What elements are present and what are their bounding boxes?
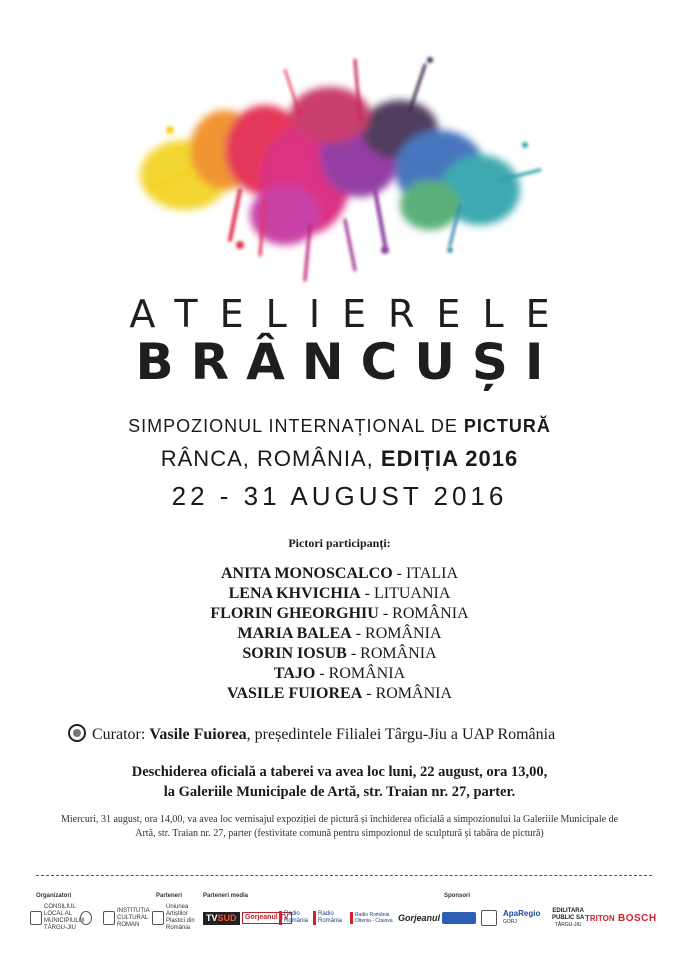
artist-name: VASILE FUIOREA bbox=[226, 685, 363, 702]
artist-country: - ROMÂNIA bbox=[362, 685, 453, 702]
sponsor-logo-aparegio bbox=[503, 910, 540, 926]
artist-item bbox=[0, 584, 679, 604]
media-logo-radio-3 bbox=[350, 910, 395, 926]
artist-country: - ROMÂNIA bbox=[346, 645, 437, 662]
media-logo-radio-2 bbox=[313, 910, 344, 926]
vernissage-note: Miercuri, 31 august, ora 14,00, va avea loc vernisajul expoziției de pictură și închiderea oficială a simpozionului la Galeriile Municipale de Artă, str. Traian nr. 27, parter (festivitate comună pentru simpozionul de sculptură și tabăra de pictură) bbox=[60, 814, 619, 839]
edilitara-line-3: TÂRGU-JIU bbox=[554, 921, 582, 928]
organizers-label: Organizatori bbox=[36, 893, 72, 899]
organizer-logo-text: CONSILIUL LOCAL AL MUNICIPIULUI TÂRGU-JIU bbox=[44, 904, 85, 931]
media-logo-gorjeanul bbox=[398, 910, 440, 926]
sponsor-logo-banner bbox=[442, 910, 476, 926]
opening-line-1: Deschiderea oficială a taberei va avea loc luni, 22 august, ora 13,00, bbox=[131, 764, 548, 780]
footer-divider bbox=[36, 875, 652, 876]
title-line-1: ATELIERELE bbox=[129, 292, 572, 336]
curator-name: Vasile Fuiorea bbox=[149, 726, 247, 743]
opening-announcement bbox=[0, 762, 679, 802]
curator-line bbox=[68, 724, 628, 744]
artist-item bbox=[0, 664, 679, 684]
subtitle-symposium-text: SIMPOZIONUL INTERNAȚIONAL DE bbox=[128, 416, 464, 436]
institution-icon bbox=[103, 911, 115, 925]
artist-item bbox=[0, 564, 679, 584]
radio-2-text: Radio România bbox=[313, 911, 344, 925]
artist-country: - ITALIA bbox=[392, 565, 459, 582]
radio-1-text: Radio România bbox=[279, 911, 310, 925]
aparegio-sub: GORJ bbox=[503, 919, 517, 925]
gorjeanul-tv-text: Gorjeanul TV bbox=[242, 912, 292, 924]
media-partners-label: Parteneri media bbox=[203, 893, 249, 899]
artist-country: - ROMÂNIA bbox=[378, 605, 469, 622]
subtitle-symposium-bold: PICTURĂ bbox=[463, 416, 551, 436]
partners-label: Parteneri bbox=[156, 893, 183, 899]
artist-item bbox=[0, 604, 679, 624]
partner-logo bbox=[152, 904, 202, 931]
sponsors-label: Sponsori bbox=[444, 893, 471, 899]
organizer-logo-text: INSTITUȚIA CULTURAL ROMAN bbox=[117, 907, 150, 928]
artist-country: - ROMÂNIA bbox=[351, 625, 442, 642]
target-bullet-icon bbox=[68, 724, 86, 742]
sponsor-logo-triton bbox=[585, 910, 615, 926]
organizer-logo bbox=[80, 910, 94, 926]
title-line-2: BRÂNCUȘI bbox=[135, 333, 561, 391]
artist-item bbox=[0, 684, 679, 704]
subtitle-location bbox=[0, 446, 679, 472]
edilitara-line-2: PUBLIC SA bbox=[552, 914, 585, 921]
artist-name: LENA KHVICHIA bbox=[228, 585, 361, 602]
opening-line-2: la Galeriile Municipale de Artă, str. Traian nr. 27, parter. bbox=[163, 784, 516, 800]
watercolor-splash bbox=[130, 40, 550, 290]
artist-name: ANITA MONOSCALCO bbox=[220, 565, 393, 582]
sponsor-logo-edilitara bbox=[552, 907, 585, 928]
organizer-logo bbox=[103, 907, 151, 928]
artist-item bbox=[0, 644, 679, 664]
artist-name: TAJO bbox=[273, 665, 316, 682]
curator-label: Curator: bbox=[92, 726, 150, 743]
triton-text: TRITON bbox=[585, 913, 615, 923]
subtitle-symposium bbox=[0, 416, 679, 437]
artist-name: FLORIN GHEORGHIU bbox=[210, 605, 379, 622]
edilitara-line-1: EDILITARA bbox=[552, 907, 584, 914]
sponsor-banner-icon bbox=[442, 912, 476, 924]
partner-logo-text: Uniunea Artiștilor Plastici din România bbox=[166, 904, 195, 931]
media-logo-tvsud bbox=[203, 910, 240, 926]
curator-role: , președintele Filialei Târgu-Jiu a UAP România bbox=[246, 726, 556, 743]
event-dates: 22 - 31 AUGUST 2016 bbox=[171, 481, 508, 511]
artist-country: - ROMÂNIA bbox=[315, 665, 406, 682]
gorjeanul-text: Gorjeanul bbox=[398, 912, 441, 923]
organizer-logo bbox=[30, 904, 85, 931]
artist-list bbox=[0, 564, 679, 704]
subtitle-edition: EDIȚIA 2016 bbox=[380, 446, 519, 471]
artist-country: - LITUANIA bbox=[360, 585, 451, 602]
tvsud-text-b: SUD bbox=[217, 912, 237, 923]
radio-3-text: Radio România Oltenia - Craiova bbox=[350, 912, 395, 924]
emblem-icon bbox=[80, 911, 92, 925]
sponsor-crest-icon bbox=[481, 910, 497, 926]
sponsor-logo-bosch bbox=[618, 910, 657, 926]
sponsor-logo-crest bbox=[481, 910, 499, 926]
subtitle-location-text: RÂNCA, ROMÂNIA, bbox=[160, 446, 381, 471]
tvsud-text-a: TV bbox=[206, 912, 218, 923]
bosch-text: BOSCH bbox=[618, 912, 657, 924]
artist-name: SORIN IOSUB bbox=[242, 645, 347, 662]
crest-icon bbox=[30, 911, 42, 925]
aparegio-text: ApaRegio bbox=[503, 909, 541, 918]
artist-name: MARIA BALEA bbox=[237, 625, 352, 642]
uap-icon bbox=[152, 911, 164, 925]
artist-item bbox=[0, 624, 679, 644]
participants-heading: Pictori participanți: bbox=[288, 536, 391, 550]
media-logo-radio-1 bbox=[279, 910, 310, 926]
